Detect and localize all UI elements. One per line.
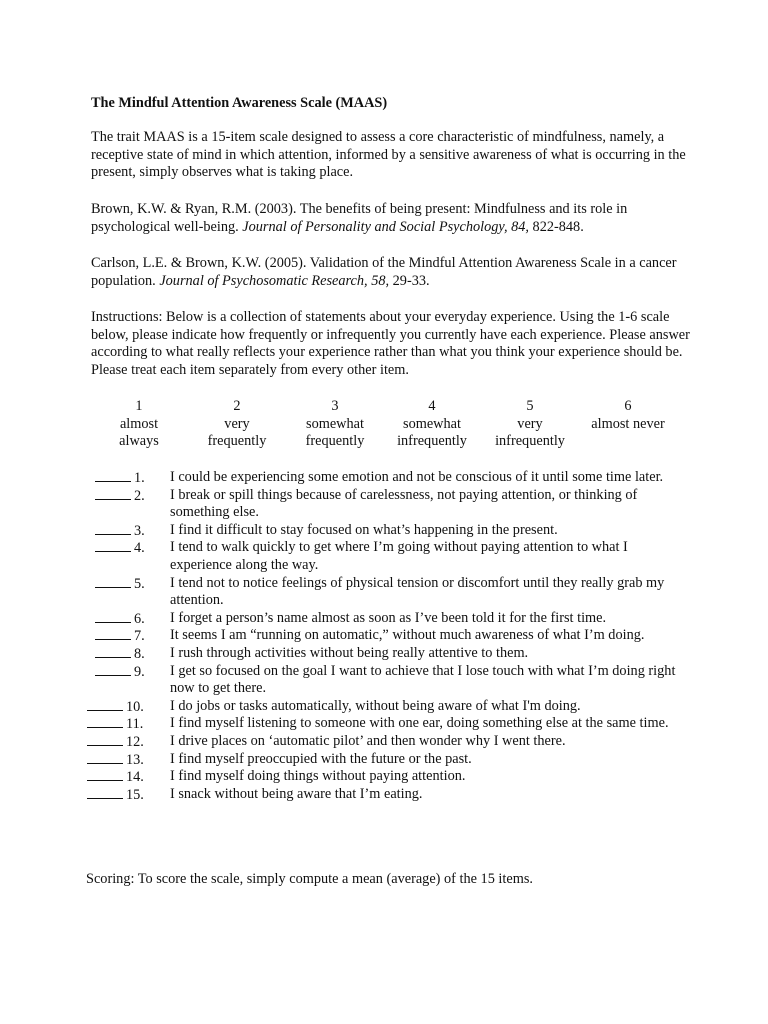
item-text: I rush through activities without being really attentive to them. bbox=[170, 644, 529, 661]
list-item bbox=[0, 663, 768, 698]
list-item bbox=[0, 522, 768, 540]
item-text: I find myself listening to someone with one ear, doing something else at the same time. bbox=[170, 715, 669, 732]
reference-2-text: Carlson, L.E. & Brown, K.W. (2005). Validation of the Mindful Attention Awareness Scale in a cancer population. bbox=[91, 255, 677, 289]
answer-blank[interactable] bbox=[95, 575, 145, 594]
scale-label-line1: almost bbox=[119, 415, 159, 432]
answer-blank[interactable] bbox=[87, 733, 144, 752]
list-item bbox=[0, 469, 768, 487]
item-text: I tend not to notice feelings of physical tension or discomfort until they really grab my attention. bbox=[170, 574, 665, 609]
item-text: I drive places on ‘automatic pilot’ and then wonder why I went there. bbox=[170, 732, 566, 749]
scale-number: 6 bbox=[624, 398, 632, 414]
scale-label-line2: always bbox=[119, 433, 159, 450]
scale-number: 4 bbox=[428, 398, 436, 414]
scale-label-line2: frequently bbox=[305, 433, 365, 450]
answer-blank[interactable] bbox=[95, 522, 145, 541]
item-text: I find myself doing things without paying attention. bbox=[170, 768, 466, 785]
item-number: 2. bbox=[134, 487, 145, 504]
list-item bbox=[0, 610, 768, 628]
list-item bbox=[0, 539, 768, 574]
reference-1-text: Brown, K.W. & Ryan, R.M. (2003). The benefits of being present: Mindfulness and its role in psychological well-being. bbox=[91, 201, 628, 235]
item-number: 15. bbox=[126, 786, 144, 803]
item-number: 14. bbox=[126, 769, 144, 786]
list-item bbox=[0, 768, 768, 786]
item-number: 8. bbox=[134, 645, 145, 662]
answer-blank[interactable] bbox=[87, 698, 144, 717]
scale-label-line1: somewhat bbox=[403, 415, 461, 432]
scale-label-line1: very bbox=[224, 415, 250, 432]
item-text: I forget a person’s name almost as soon as I’ve been told it for the first time. bbox=[170, 609, 607, 626]
reference-2-pages: 29-33. bbox=[389, 272, 430, 289]
answer-blank[interactable] bbox=[95, 610, 145, 629]
scale-number: 3 bbox=[331, 398, 339, 414]
item-text: I snack without being aware that I’m eating. bbox=[170, 785, 423, 802]
answer-blank[interactable] bbox=[95, 469, 145, 488]
answer-blank[interactable] bbox=[87, 768, 144, 787]
item-number: 1. bbox=[134, 470, 145, 486]
scale-option-6 bbox=[568, 398, 688, 433]
item-text: I find myself preoccupied with the future or the past. bbox=[170, 750, 472, 767]
scale-label-line2: infrequently bbox=[495, 433, 565, 450]
item-number: 7. bbox=[134, 628, 145, 645]
scoring-note: Scoring: To score the scale, simply compute a mean (average) of the 15 items. bbox=[86, 871, 533, 887]
scale-number: 1 bbox=[135, 398, 143, 414]
reference-1-journal: Journal of Personality and Social Psychology, 84, bbox=[242, 218, 529, 235]
scale-label-line1: almost never bbox=[591, 415, 665, 432]
item-text: I could be experiencing some emotion and not be conscious of it until some time later. bbox=[170, 469, 664, 485]
reference-1 bbox=[91, 201, 691, 236]
item-number: 9. bbox=[134, 663, 145, 680]
item-text: I tend to walk quickly to get where I’m going without paying attention to what I experience along the way. bbox=[170, 539, 628, 573]
item-text: I break or spill things because of carelessness, not paying attention, or thinking of something else. bbox=[170, 486, 638, 521]
answer-blank[interactable] bbox=[95, 627, 145, 646]
list-item bbox=[0, 698, 768, 716]
item-number: 11. bbox=[126, 716, 144, 733]
item-number: 12. bbox=[126, 733, 144, 750]
scale-number: 5 bbox=[526, 398, 534, 414]
item-number: 13. bbox=[126, 751, 144, 768]
list-item bbox=[0, 786, 768, 804]
list-item bbox=[0, 733, 768, 751]
page-title: The Mindful Attention Awareness Scale (MAAS) bbox=[91, 95, 388, 111]
answer-blank[interactable] bbox=[87, 751, 144, 770]
answer-blank[interactable] bbox=[95, 663, 145, 682]
list-item bbox=[0, 627, 768, 645]
list-item bbox=[0, 645, 768, 663]
reference-1-pages: 822-848. bbox=[528, 218, 584, 235]
item-number: 3. bbox=[134, 522, 145, 539]
item-list bbox=[0, 469, 768, 803]
item-number: 6. bbox=[134, 610, 145, 627]
answer-blank[interactable] bbox=[87, 786, 144, 805]
item-text: I find it difficult to stay focused on what’s happening in the present. bbox=[170, 521, 558, 538]
answer-blank[interactable] bbox=[95, 645, 145, 664]
item-text: I do jobs or tasks automatically, without being aware of what I'm doing. bbox=[170, 697, 581, 714]
item-number: 4. bbox=[134, 540, 145, 557]
answer-blank[interactable] bbox=[95, 487, 145, 506]
list-item bbox=[0, 751, 768, 769]
scale-number: 2 bbox=[233, 398, 241, 414]
list-item bbox=[0, 715, 768, 733]
reference-2-journal: Journal of Psychosomatic Research, 58, bbox=[159, 272, 390, 289]
scale-label-line2: infrequently bbox=[397, 433, 467, 450]
list-item bbox=[0, 575, 768, 610]
list-item bbox=[0, 487, 768, 522]
answer-blank[interactable] bbox=[87, 715, 143, 734]
item-number: 5. bbox=[134, 575, 145, 592]
scale-label-line2: frequently bbox=[207, 433, 267, 450]
intro-paragraph: The trait MAAS is a 15-item scale designed to assess a core characteristic of mindfulness, namely, a receptive state of mind in which attention, informed by a sensitive awareness of what is occurring in the present, simply observes what is taking place. bbox=[91, 129, 686, 181]
scale-label-line1: somewhat bbox=[306, 415, 364, 432]
answer-blank[interactable] bbox=[95, 539, 145, 558]
item-number: 10. bbox=[126, 698, 144, 715]
reference-2 bbox=[91, 255, 691, 290]
instructions-paragraph: Instructions: Below is a collection of statements about your everyday experience. Using the 1-6 scale below, please indicate how frequently or infrequently you currently have each experience. Please answer according to what really reflects your experience rather than what you think your experience should be. Please treat each item separately from every other item. bbox=[91, 309, 690, 378]
item-text: I get so focused on the goal I want to achieve that I lose touch with what I’m doing right now to get there. bbox=[170, 662, 676, 697]
scale-label-line1: very bbox=[517, 415, 543, 432]
item-text: It seems I am “running on automatic,” without much awareness of what I’m doing. bbox=[170, 627, 645, 644]
